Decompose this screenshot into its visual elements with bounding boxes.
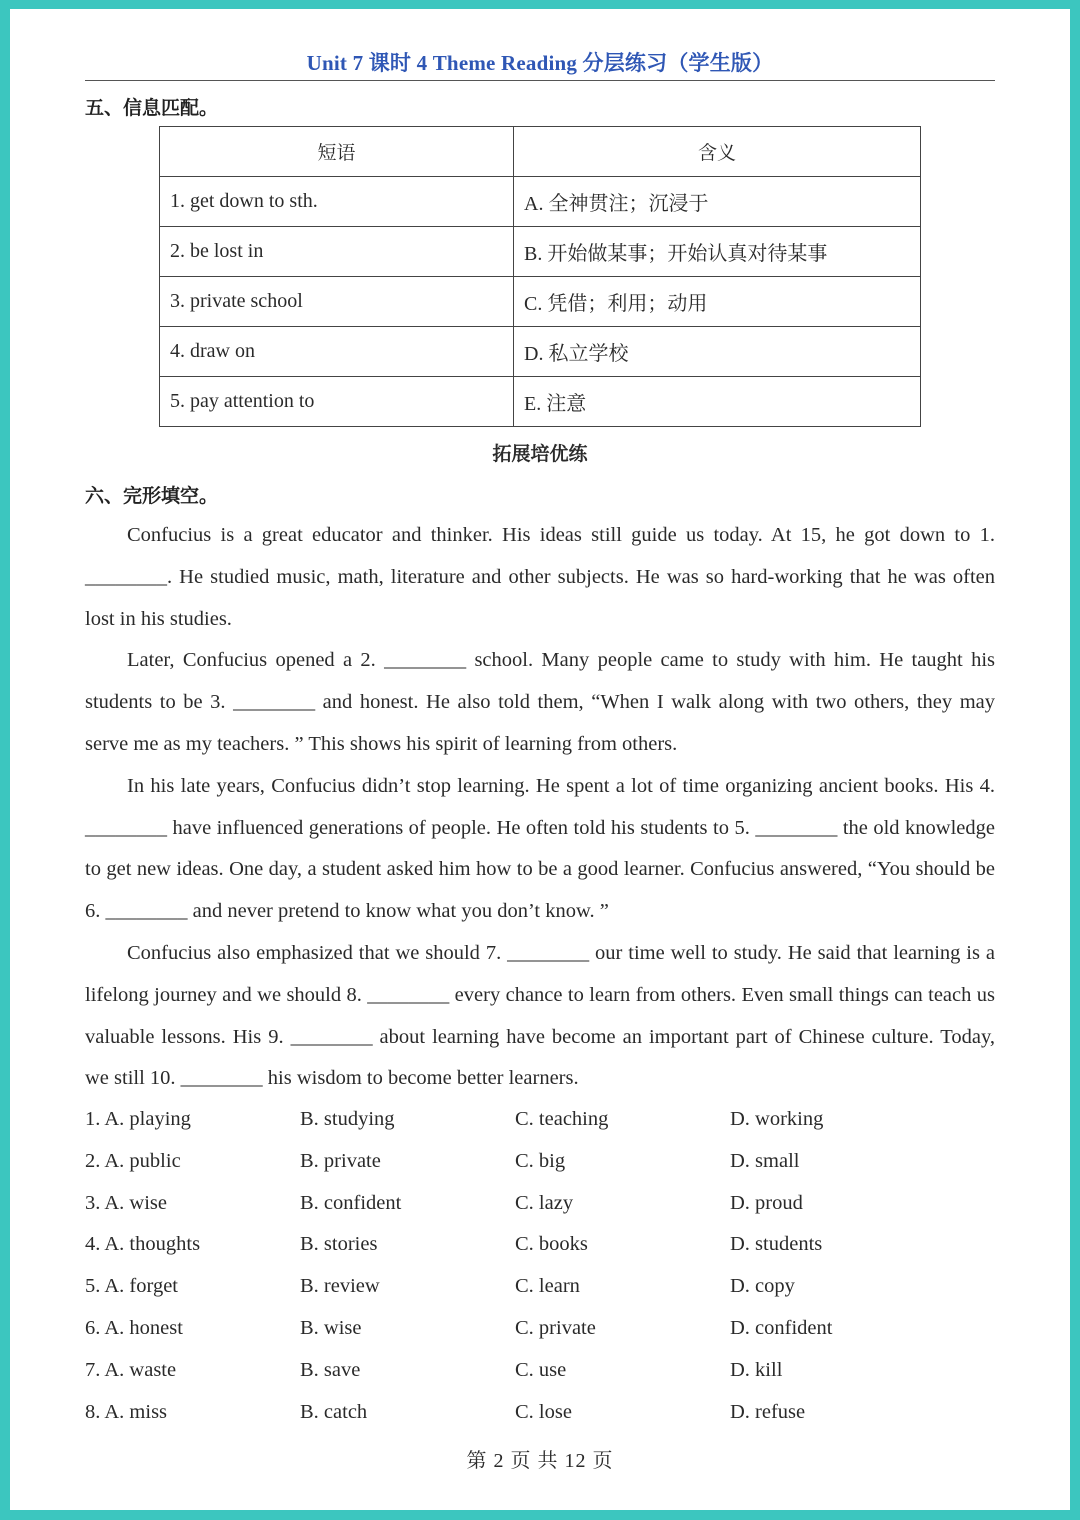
passage-paragraph: Confucius also emphasized that we should 7. ________ our time well to study. He said that learning is a lifelong journey and we should 8. ________ every chance to learn from others. Even small things can teach us valuable lessons. His 9. ________ about learning have become an important part of Chinese culture. Today, we still 10. ________ his wisdom to become better learners. bbox=[85, 941, 995, 1090]
table-row bbox=[160, 327, 921, 377]
option-a: 6. A. honest bbox=[85, 1316, 183, 1339]
option-c: C. books bbox=[515, 1233, 588, 1256]
table-header-row bbox=[160, 127, 921, 177]
option-row bbox=[85, 1224, 995, 1266]
section-five-heading: 五、信息匹配。 bbox=[85, 97, 219, 119]
option-b: B. confident bbox=[300, 1191, 402, 1214]
meaning-cell: C. 凭借；利用；动用 bbox=[514, 277, 921, 327]
document-page bbox=[10, 9, 1070, 1510]
passage-paragraph: Confucius is a great educator and thinker. His ideas still guide us today. At 15, he got down to 1. ________. He studied music, math, literature and other subjects. He was so hard-working that he was often lost in his studies. bbox=[85, 524, 995, 630]
meaning-cell: D. 私立学校 bbox=[514, 327, 921, 377]
option-a: 8. A. miss bbox=[85, 1400, 168, 1423]
option-row bbox=[85, 1266, 995, 1308]
option-c: C. teaching bbox=[515, 1108, 609, 1130]
option-c: C. private bbox=[515, 1316, 596, 1339]
option-b: B. catch bbox=[300, 1400, 368, 1423]
option-b: B. review bbox=[300, 1275, 380, 1298]
option-a: 4. A. thoughts bbox=[85, 1233, 201, 1256]
option-d: D. students bbox=[730, 1233, 823, 1256]
option-row bbox=[85, 1183, 995, 1225]
option-b: B. studying bbox=[300, 1108, 395, 1130]
option-d: D. small bbox=[730, 1149, 800, 1172]
cloze-passage bbox=[85, 515, 995, 1100]
table-row bbox=[160, 377, 921, 427]
meaning-cell: A. 全神贯注；沉浸于 bbox=[514, 177, 921, 227]
table-row bbox=[160, 177, 921, 227]
option-a: 7. A. waste bbox=[85, 1358, 177, 1381]
phrase-cell: 4. draw on bbox=[160, 327, 514, 377]
option-d: D. proud bbox=[730, 1191, 803, 1214]
section-six-heading: 六、完形填空。 bbox=[85, 485, 219, 507]
option-d: D. copy bbox=[730, 1275, 795, 1298]
header-divider bbox=[85, 80, 995, 81]
option-d: D. confident bbox=[730, 1316, 833, 1339]
option-a: 2. A. public bbox=[85, 1149, 181, 1172]
answer-options bbox=[85, 1099, 995, 1433]
phrase-cell: 3. private school bbox=[160, 277, 514, 327]
passage-paragraph: Later, Confucius opened a 2. ________ school. Many people came to study with him. He taught his students to be 3. ________ and honest. He also told them, “When I walk along with two others, they may serve me as my teachers. ” This shows his spirit of learning from others. bbox=[85, 649, 995, 755]
phrase-cell: 1. get down to sth. bbox=[160, 177, 514, 227]
option-d: D. kill bbox=[730, 1358, 783, 1381]
option-b: B. private bbox=[300, 1149, 381, 1172]
page-number-footer: 第 2 页 共 12 页 bbox=[466, 1450, 614, 1472]
option-a: 5. A. forget bbox=[85, 1275, 179, 1298]
option-c: C. learn bbox=[515, 1275, 580, 1298]
column-header-phrase: 短语 bbox=[160, 127, 514, 177]
option-row bbox=[85, 1392, 995, 1434]
option-c: C. lazy bbox=[515, 1191, 574, 1214]
passage-paragraph: In his late years, Confucius didn’t stop learning. He spent a lot of time organizing ancient books. His 4. ________ have influenced generations of people. He often told his students to 5. ________ the old knowledge to get new ideas. One day, a student asked him how to be a good learner. Confucius answered, “You should be 6. ________ and never pretend to know what you don’t know. ” bbox=[85, 774, 995, 923]
meaning-cell: E. 注意 bbox=[514, 377, 921, 427]
table-row bbox=[160, 277, 921, 327]
meaning-cell: B. 开始做某事；开始认真对待某事 bbox=[514, 227, 921, 277]
option-b: B. stories bbox=[300, 1233, 378, 1256]
extension-practice-banner: 拓展培优练 bbox=[492, 443, 588, 465]
matching-table bbox=[159, 126, 921, 427]
option-b: B. wise bbox=[300, 1316, 362, 1339]
option-row bbox=[85, 1308, 995, 1350]
column-header-meaning: 含义 bbox=[514, 127, 921, 177]
option-d: D. working bbox=[730, 1108, 824, 1130]
option-row bbox=[85, 1099, 995, 1141]
option-row bbox=[85, 1350, 995, 1392]
option-c: C. big bbox=[515, 1149, 566, 1172]
option-a: 1. A. playing bbox=[85, 1108, 191, 1130]
option-d: D. refuse bbox=[730, 1400, 806, 1423]
option-c: C. lose bbox=[515, 1400, 572, 1423]
option-row bbox=[85, 1141, 995, 1183]
option-a: 3. A. wise bbox=[85, 1191, 167, 1214]
option-c: C. use bbox=[515, 1358, 567, 1381]
phrase-cell: 2. be lost in bbox=[160, 227, 514, 277]
option-b: B. save bbox=[300, 1358, 361, 1381]
phrase-cell: 5. pay attention to bbox=[160, 377, 514, 427]
table-row bbox=[160, 227, 921, 277]
page-header-title: Unit 7 课时 4 Theme Reading 分层练习（学生版） bbox=[306, 51, 774, 75]
